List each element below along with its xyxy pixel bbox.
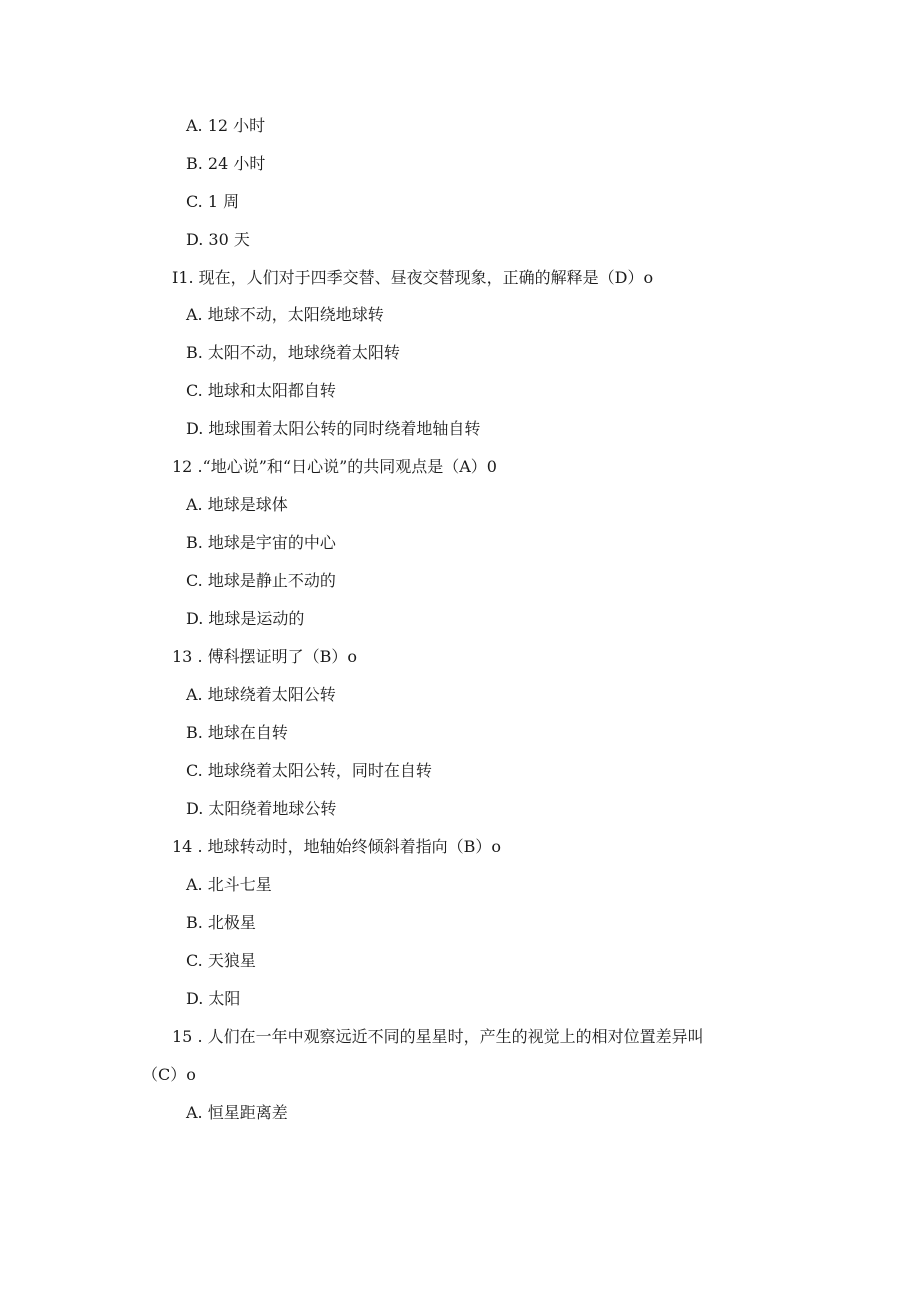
question-14: 14 . 地球转动时，地轴始终倾斜着指向（B）o — [172, 837, 502, 856]
q14-option-b: B. 北极星 — [186, 913, 256, 932]
q12-option-a: A. 地球是球体 — [186, 495, 288, 514]
q14-option-d: D. 太阳 — [186, 989, 241, 1008]
q11-option-b: B. 太阳不动，地球绕着太阳转 — [186, 343, 400, 362]
question-12: 12 .“地心说”和“日心说”的共同观点是（A）0 — [172, 457, 497, 476]
q12-option-c: C. 地球是静止不动的 — [186, 571, 336, 590]
question-11: I1. 现在，人们对于四季交替、昼夜交替现象，正确的解释是（D）o — [172, 268, 654, 287]
q12-option-b: B. 地球是宇宙的中心 — [186, 533, 336, 552]
question-15-continuation: （C）o — [142, 1065, 196, 1084]
q13-option-d: D. 太阳绕着地球公转 — [186, 799, 337, 818]
q15-option-a: A. 恒星距离差 — [186, 1103, 288, 1122]
question-13: 13 . 傅科摆证明了（B）o — [172, 647, 358, 666]
q11-option-d: D. 地球围着太阳公转的同时绕着地轴自转 — [186, 419, 481, 438]
option-b-24-hours: B. 24 小时 — [186, 154, 266, 173]
option-d-30-days: D. 30 天 — [186, 230, 250, 249]
option-c-1-week: C. 1 周 — [186, 192, 240, 211]
q14-option-c: C. 天狼星 — [186, 951, 256, 970]
q11-option-c: C. 地球和太阳都自转 — [186, 381, 336, 400]
q13-option-a: A. 地球绕着太阳公转 — [186, 685, 336, 704]
q14-option-a: A. 北斗七星 — [186, 875, 272, 894]
question-15: 15 . 人们在一年中观察远近不同的星星时，产生的视觉上的相对位置差异叫 — [172, 1027, 704, 1046]
q13-option-b: B. 地球在自转 — [186, 723, 288, 742]
q13-option-c: C. 地球绕着太阳公转，同时在自转 — [186, 761, 432, 780]
option-a-12-hours: A. 12 小时 — [186, 116, 266, 135]
q12-option-d: D. 地球是运动的 — [186, 609, 305, 628]
q11-option-a: A. 地球不动，太阳绕地球转 — [186, 305, 384, 324]
